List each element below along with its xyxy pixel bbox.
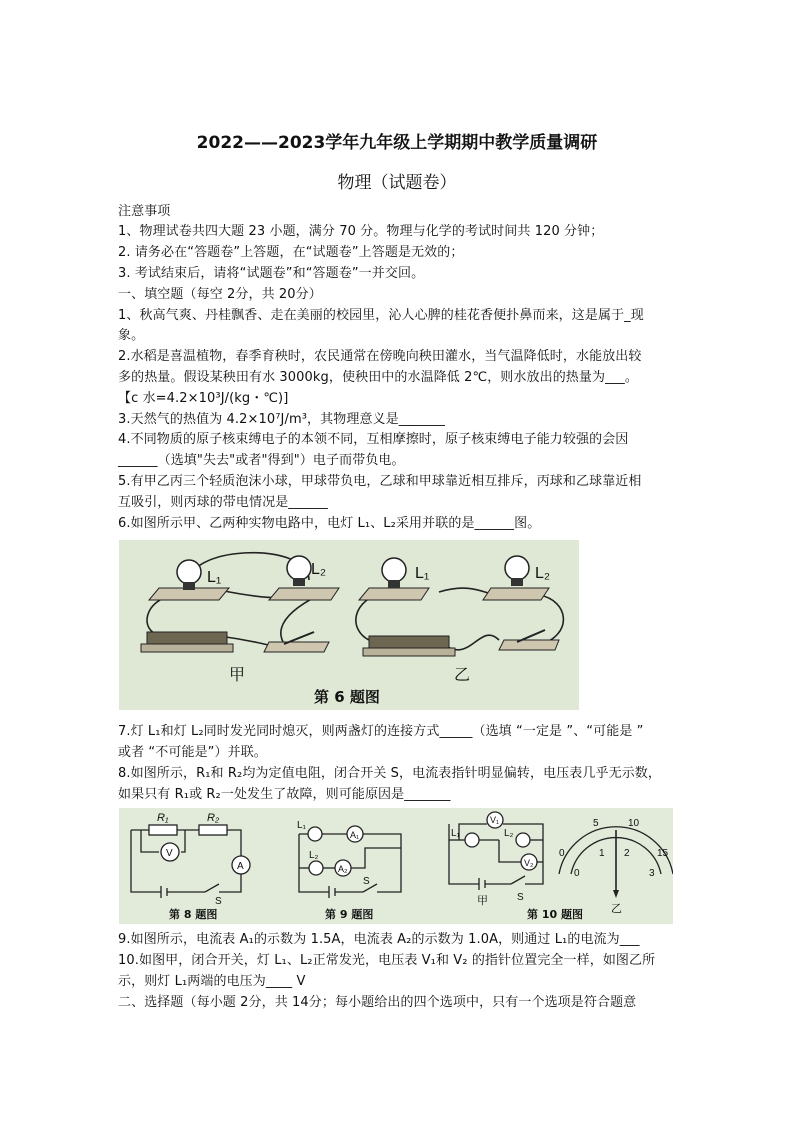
q5-line1: 5.有甲乙丙三个轻质泡沫小球，甲球带负电，乙球和甲球靠近相互排斥，丙球和乙球靠近相 <box>118 474 642 489</box>
q9-line1: 9.如图所示，电流表 A₁的示数为 1.5A，电流表 A₂的示数为 1.0A，则通过 L₁的电流为___ <box>118 932 640 947</box>
q1-line1: 1、秋高气爽、丹桂飘香、走在美丽的校园里，沁人心脾的桂花香便扑鼻而来，这是属于_现 <box>118 308 644 323</box>
note-item-2: 2. 请务必在“答题卷”上答题，在“试题卷”上答题是无效的； <box>118 245 464 260</box>
fig10-s: S <box>517 892 524 903</box>
fig8-v: V <box>166 848 173 859</box>
fig9-l2: L₂ <box>309 850 319 861</box>
fig8-a: A <box>237 861 244 872</box>
q8-line2: 如果只有 R₁或 R₂一处发生了故障，则可能原因是_______ <box>118 787 451 802</box>
fig9-s: S <box>363 876 370 887</box>
section1-heading: 一、填空题（每空 2分，共 20分） <box>118 287 322 302</box>
q7-line1: 7.灯 L₁和灯 L₂同时发光同时熄灭，则两盏灯的连接方式_____（选填 “一定是 ”、“可能是 ” <box>118 724 644 739</box>
q2-line2: 多的热量。假设某秧田有水 3000kg，使秧田中的水温降低 2℃，则水放出的热量为___。 <box>118 370 638 385</box>
exam-title: 2022——2023学年九年级上学期期中教学质量调研 <box>196 133 598 153</box>
scale-bottom-3: 3 <box>649 868 655 879</box>
scale-top-5: 5 <box>593 818 599 829</box>
scale-bottom-1: 1 <box>599 848 605 859</box>
battery-yi <box>363 636 455 656</box>
q5-line2: 互吸引，则丙球的带电情况是______ <box>118 495 328 510</box>
fig9-a1: A₁ <box>350 830 360 840</box>
label-l2-jia: L₂ <box>311 561 327 578</box>
figures-8-9-10 <box>119 808 673 924</box>
fig10-yi: 乙 <box>611 902 622 915</box>
q8-line1: 8.如图所示，R₁和 R₂均为定值电阻，闭合开关 S，电流表指针明显偏转，电压表几乎无示数， <box>118 766 662 781</box>
fig10-jia: 甲 <box>477 894 488 907</box>
q4-line2: ______（选填"失去"或者"得到"）电子而带负电。 <box>118 453 405 468</box>
label-l2-yi: L₂ <box>535 565 551 582</box>
label-yi: 乙 <box>454 665 471 684</box>
figure-6 <box>119 540 579 710</box>
fig8-r2: R₂ <box>207 812 220 824</box>
fig9-a2: A₂ <box>338 864 348 874</box>
q7-line2: 或者 “不可能是”）并联。 <box>118 745 267 760</box>
scale-bottom-2: 2 <box>624 848 630 859</box>
q4-line1: 4.不同物质的原子核束缚电子的本领不同，互相摩擦时，原子核束缚电子能力较强的会因 <box>118 432 629 447</box>
figure-6-svg <box>119 540 579 710</box>
q10-line2: 示，则灯 L₁两端的电压为____ V <box>118 974 306 989</box>
fig10-caption: 第 10 题图 <box>527 908 583 921</box>
scale-top-15: 15 <box>657 848 669 859</box>
scale-top-0: 0 <box>559 848 565 859</box>
fig10-v1: V₁ <box>490 815 500 825</box>
scale-bottom-0: 0 <box>574 868 580 879</box>
exam-subtitle: 物理（试题卷） <box>337 173 457 193</box>
notes-heading: 注意事项 <box>118 204 171 219</box>
note-item-3: 3. 考试结束后，请将“试题卷”和“答题卷”一并交回。 <box>118 266 425 281</box>
q2-line1: 2.水稻是喜温植物，春季育秧时，农民通常在傍晚向秧田灌水，当气温降低时，水能放出较 <box>118 349 642 364</box>
fig9-caption: 第 9 题图 <box>325 908 374 921</box>
note-item-1: 1、物理试卷共四大题 23 小题，满分 70 分。物理与化学的考试时间共 120 分钟； <box>118 224 604 239</box>
label-jia: 甲 <box>229 665 246 684</box>
fig10-l1: L₁ <box>451 828 460 839</box>
fig8-caption: 第 8 题图 <box>169 908 218 921</box>
fig8-r1: R₁ <box>157 812 169 824</box>
fig8-s: S <box>215 896 222 907</box>
label-l1-jia: L₁ <box>207 569 222 586</box>
label-l1-yi: L₁ <box>415 565 430 582</box>
fig10-v2: V₂ <box>524 858 534 868</box>
q2-line3: 【c 水=4.2×10³J/(kg・℃)] <box>118 391 289 406</box>
figures-8-9-10-svg <box>119 808 673 924</box>
q3-line1: 3.天然气的热值为 4.2×10⁷J/m³，其物理意义是_______ <box>118 412 445 427</box>
fig9-l1: L₁ <box>297 820 306 831</box>
fig10-l2: L₂ <box>504 828 514 839</box>
figure-6-caption: 第 6 题图 <box>314 688 380 706</box>
q1-line2: 象。 <box>118 328 145 343</box>
battery-jia <box>141 632 233 652</box>
q6-line1: 6.如图所示甲、乙两种实物电路中，电灯 L₁、L₂采用并联的是______图。 <box>118 516 541 531</box>
section2-heading: 二、选择题（每小题 2分，共 14分；每小题给出的四个选项中，只有一个选项是符合题意 <box>118 995 637 1010</box>
scale-top-10: 10 <box>628 818 640 829</box>
q10-line1: 10.如图甲，闭合开关，灯 L₁、L₂正常发光，电压表 V₁和 V₂ 的指针位置完全一样，如图乙所 <box>118 953 656 968</box>
